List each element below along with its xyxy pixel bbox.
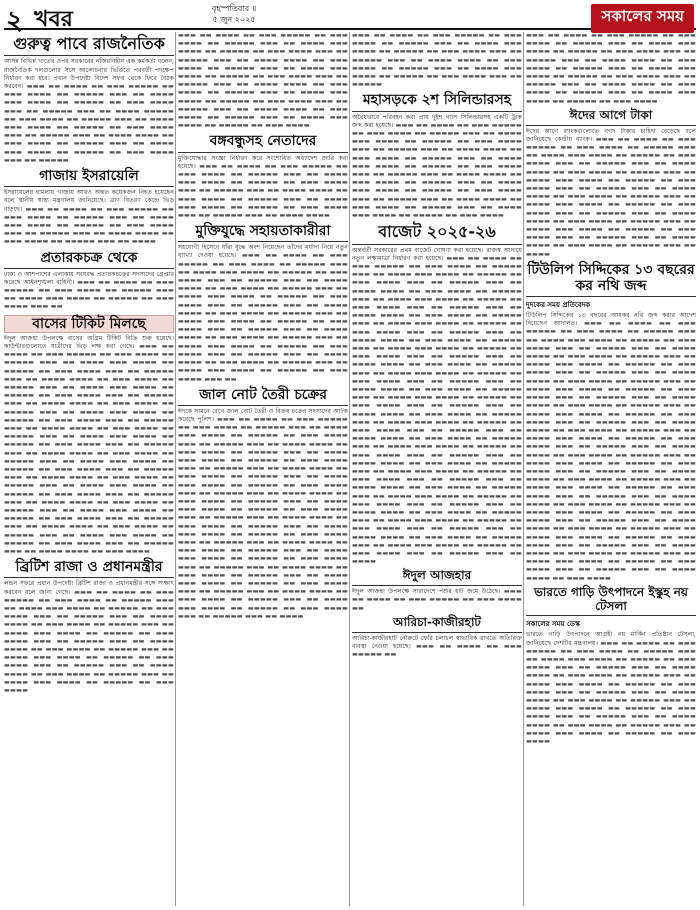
masthead [4, 2, 696, 36]
headline-gaza: গাজায় ইসরায়েলি [4, 168, 174, 187]
date-block [194, 3, 274, 25]
body-text-filler: ▬▬▬ ▬▬ ▬▬▬▬ ▬▬ ▬▬▬ ▬▬▬▬▬ ▬▬ ▬▬▬ ▬▬▬▬ ▬▬ ▬▬▬▬▬ ▬▬▬ ▬▬ ▬▬▬▬ ▬▬▬ ▬▬▬▬ ▬▬ ▬▬▬▬▬ ▬▬ ▬▬▬ ▬▬▬▬ ▬▬▬ ▬▬ ▬▬▬▬▬ ▬▬▬ ▬▬ ▬▬▬▬ ▬▬▬▬ ▬▬ ▬▬▬ ▬▬▬▬ ▬▬ ▬▬▬▬▬ ▬▬▬ ▬▬ ▬▬▬▬ ▬▬▬ ▬▬▬▬ ▬▬ ▬▬▬▬▬ ▬▬ ▬▬▬ ▬▬▬▬ ▬▬▬ ▬▬ ▬▬▬▬▬ ▬▬▬ ▬▬ ▬▬▬▬ ▬▬▬▬ [178, 162, 348, 219]
page-number: ২ [6, 6, 23, 36]
body-text-filler: ▬▬▬ ▬▬ ▬▬▬▬ ▬▬ ▬▬▬ ▬▬▬▬▬ ▬▬ ▬▬▬ ▬▬▬▬ ▬▬ ▬▬▬▬▬ ▬▬▬ ▬▬ ▬▬▬▬ ▬▬▬ ▬▬▬▬ ▬▬ ▬▬▬▬▬ ▬▬ ▬▬▬ ▬▬▬▬ ▬▬▬ ▬▬ ▬▬▬▬▬ ▬▬▬ ▬▬ ▬▬▬▬ ▬▬▬▬ ▬▬ ▬▬▬ ▬▬▬▬ ▬▬ ▬▬▬▬▬ ▬▬▬ ▬▬ ▬▬▬▬ ▬▬▬ ▬▬▬▬ ▬▬ ▬▬▬▬▬ ▬▬ ▬▬▬ ▬▬▬▬ ▬▬▬ ▬▬ ▬▬▬▬▬ ▬▬▬ ▬▬ ▬▬▬▬ ▬▬▬▬ ▬▬ ▬▬▬ ▬▬▬▬ ▬▬ ▬▬▬▬▬ ▬▬▬ ▬▬ ▬▬▬▬ ▬▬▬ ▬▬▬▬ ▬▬ ▬▬▬▬▬ ▬▬ ▬▬▬ ▬▬▬▬ ▬▬▬ ▬▬ ▬▬▬▬▬ ▬▬▬ ▬▬ ▬▬▬▬ ▬▬▬▬ ▬▬ ▬▬▬ ▬▬▬▬ ▬▬ ▬▬▬▬▬ ▬▬▬ ▬▬ ▬▬▬▬ ▬▬▬ ▬▬▬▬ ▬▬ ▬▬▬▬▬ ▬▬ ▬▬▬ ▬▬▬▬ [352, 121, 522, 219]
article-body-budget [352, 247, 522, 567]
headline-cylinders: মহাসড়কে ২শ সিলিন্ডারসহ [352, 92, 522, 111]
body-text-filler: ▬▬▬ ▬▬ ▬▬▬▬ ▬▬ ▬▬▬ ▬▬▬▬▬ ▬▬ ▬▬▬ ▬▬▬▬ ▬▬ ▬▬▬▬▬ ▬▬▬ ▬▬ ▬▬▬▬ ▬▬▬ ▬▬▬▬ ▬▬ ▬▬▬▬▬ ▬▬ ▬▬▬ ▬▬▬▬ ▬▬▬ ▬▬ ▬▬▬▬▬ ▬▬▬ ▬▬ ▬▬▬▬ ▬▬▬▬ ▬▬ ▬▬▬ ▬▬▬▬ ▬▬ ▬▬▬▬▬ ▬▬▬ ▬▬ ▬▬▬▬ ▬▬▬ ▬▬▬▬ ▬▬ ▬▬▬▬▬ ▬▬ ▬▬▬ ▬▬▬▬ ▬▬▬ ▬▬ ▬▬▬▬▬ ▬▬▬ ▬▬ ▬▬▬▬ ▬▬▬▬ ▬▬ ▬▬▬ ▬▬▬▬ ▬▬ ▬▬▬▬▬ ▬▬▬ ▬▬ ▬▬▬▬ ▬▬▬ ▬▬▬▬ ▬▬ ▬▬▬▬▬ ▬▬ ▬▬▬ ▬▬▬▬ ▬▬▬ ▬▬ ▬▬▬▬▬ ▬▬▬ ▬▬ ▬▬▬▬ ▬▬▬▬ ▬▬ ▬▬▬ ▬▬▬▬ ▬▬ ▬▬▬▬▬ ▬▬▬ ▬▬ ▬▬▬▬ ▬▬▬ ▬▬▬▬ ▬▬ ▬▬▬▬▬ ▬▬ ▬▬▬ ▬▬▬▬ [526, 639, 696, 745]
headline-liberation-war: মুক্তিযুদ্ধে সহায়তাকারীরা [178, 223, 348, 242]
body-text-filler: ▬▬▬ ▬▬ ▬▬▬▬ ▬▬ ▬▬▬ ▬▬▬▬▬ ▬▬ ▬▬▬ ▬▬▬▬ ▬▬ ▬▬▬▬▬ ▬▬▬ ▬▬ ▬▬▬▬ ▬▬▬ ▬▬▬▬ ▬▬ ▬▬▬▬▬ ▬▬ ▬▬▬ ▬▬▬▬ ▬▬▬ ▬▬ ▬▬▬▬▬ ▬▬▬ ▬▬ ▬▬▬▬ ▬▬▬▬ ▬▬ ▬▬▬ ▬▬▬▬ ▬▬ ▬▬▬▬▬ ▬▬▬ ▬▬ ▬▬▬▬ ▬▬▬ ▬▬▬▬ ▬▬ ▬▬▬▬▬ ▬▬ ▬▬▬ ▬▬▬▬ ▬▬▬ ▬▬ ▬▬▬▬▬ ▬▬▬ ▬▬ ▬▬▬▬ ▬▬▬▬ ▬▬ ▬▬▬ ▬▬▬▬ ▬▬ ▬▬▬▬▬ ▬▬▬ ▬▬ ▬▬▬▬ ▬▬▬ ▬▬▬▬ ▬▬ ▬▬▬▬▬ ▬▬ ▬▬▬ ▬▬▬▬ ▬▬▬ ▬▬ ▬▬▬▬▬ ▬▬▬ ▬▬ ▬▬▬▬ ▬▬▬▬ ▬▬ ▬▬▬ ▬▬▬▬ ▬▬ ▬▬▬▬▬ ▬▬▬ ▬▬ ▬▬▬▬ ▬▬▬ ▬▬▬▬ ▬▬ ▬▬▬▬▬ ▬▬ ▬▬▬ ▬▬▬▬ [4, 588, 174, 694]
headline-bangabandhu: বঙ্গবন্ধুসহ নেতাদের [178, 133, 348, 152]
body-text-filler: ▬▬▬ ▬▬ ▬▬▬▬ ▬▬ ▬▬▬ ▬▬▬▬▬ ▬▬ ▬▬▬ ▬▬▬▬ ▬▬ ▬▬▬▬▬ ▬▬▬ ▬▬ ▬▬▬▬ ▬▬▬ ▬▬▬▬ ▬▬ ▬▬▬▬▬ ▬▬ ▬▬▬ ▬▬▬▬ ▬▬▬ ▬▬ ▬▬▬▬▬ ▬▬▬ ▬▬ ▬▬▬▬ ▬▬▬▬ ▬▬ ▬▬▬ ▬▬▬▬ ▬▬ ▬▬▬▬▬ ▬▬▬ ▬▬ ▬▬▬▬ ▬▬▬ ▬▬▬▬ ▬▬ ▬▬▬▬▬ ▬▬ ▬▬▬ ▬▬▬▬ ▬▬▬ ▬▬ ▬▬▬▬▬ ▬▬▬ ▬▬ ▬▬▬▬ ▬▬▬▬ ▬▬ ▬▬▬ ▬▬▬▬ ▬▬ ▬▬▬▬▬ ▬▬▬ ▬▬ ▬▬▬▬ ▬▬▬ ▬▬▬▬ ▬▬ ▬▬▬▬▬ ▬▬ ▬▬▬ ▬▬▬▬ [526, 32, 696, 105]
article-lead-tulip: টিউলিপ সিদ্দিকের ১৩ বছরের আয়কর নথি জব্দ করার আদেশ দিয়েছেন আদালত। [526, 312, 696, 328]
headline-bus-tickets: বাসের টিকিট মিলছে [4, 315, 174, 333]
byline-tulip: দুদকের সময় প্রতিবেদক [526, 300, 591, 310]
article-body-bangabandhu [178, 155, 348, 221]
headline-tulip: টিউলিপ সিদ্দিকের ১৩ বছরের কর নথি জব্দ [526, 262, 696, 297]
body-text-filler: ▬▬▬ ▬▬ ▬▬▬▬ ▬▬ ▬▬▬ ▬▬▬▬▬ ▬▬ [352, 642, 522, 659]
article-body-cylinders [352, 114, 522, 221]
article-lead-british-king: লন্ডন সফরে প্রধান উপদেষ্টা ব্রিটিশ রাজা ও প্রধানমন্ত্রীর সঙ্গে সাক্ষাৎ করবেন বলে জানা গেছে। [4, 580, 174, 596]
column-3 [352, 32, 522, 906]
body-text-filler: ▬▬▬ ▬▬ ▬▬▬▬ ▬▬ ▬▬▬ ▬▬▬▬▬ ▬▬ ▬▬▬ ▬▬▬▬ ▬▬ [352, 588, 522, 612]
article-body-aricha [352, 635, 522, 660]
article-lead-cylinders: অবৈধভাবে পরিবহন করা প্রায় দুইশ গ্যাস সিলিন্ডারসহ একটি ট্রাক জব্দ করা হয়েছে। [352, 113, 522, 129]
body-text-filler: ▬▬▬ ▬▬ ▬▬▬▬ ▬▬ ▬▬▬ ▬▬▬▬▬ ▬▬ ▬▬▬ ▬▬▬▬ ▬▬ ▬▬▬▬▬ ▬▬▬ ▬▬ ▬▬▬▬ ▬▬▬ ▬▬▬▬ ▬▬ ▬▬▬▬▬ ▬▬ ▬▬▬ ▬▬▬▬ ▬▬▬ ▬▬ ▬▬▬▬▬ ▬▬▬ ▬▬ ▬▬▬▬ ▬▬▬▬▬ ▬▬ ▬▬▬ ▬▬▬▬ ▬▬ ▬▬▬▬▬ ▬▬▬ ▬▬ ▬▬▬▬ ▬▬▬ ▬▬▬▬ ▬▬ ▬▬▬▬▬ ▬▬ ▬▬▬ ▬▬▬▬ ▬▬▬ ▬▬ ▬▬▬▬▬ ▬▬▬ ▬▬ ▬▬▬▬ ▬▬▬▬ ▬▬ ▬▬▬ ▬▬▬▬ ▬▬ ▬▬▬▬▬ ▬▬▬ ▬▬ ▬▬▬▬ ▬▬▬ ▬▬▬▬ ▬▬ ▬▬▬▬▬ ▬▬ ▬▬▬ ▬▬▬▬ ▬▬▬ ▬▬ ▬▬▬▬▬ [4, 83, 174, 164]
article-body-tulip [526, 312, 696, 583]
article-body-cash [526, 128, 696, 259]
article-lead-eid: ঈদুল আজহা উপলক্ষে সারাদেশে পশুর হাট জমে উঠেছে। [352, 588, 501, 596]
column-rule [523, 32, 524, 906]
body-text-filler: ▬▬▬ ▬▬ ▬▬▬▬ ▬▬ ▬▬▬ ▬▬▬▬▬ ▬▬ ▬▬▬ ▬▬▬▬ ▬▬ ▬▬▬▬▬ ▬▬▬ ▬▬ ▬▬▬▬ ▬▬▬ ▬▬▬▬ ▬▬ ▬▬▬▬▬ ▬▬ ▬▬▬ ▬▬▬▬ ▬▬▬ ▬▬ ▬▬▬▬▬ ▬▬▬ ▬▬ ▬▬▬▬ ▬▬▬▬ ▬▬ ▬▬▬ ▬▬▬▬ ▬▬ ▬▬▬▬▬ ▬▬▬ ▬▬ ▬▬▬▬ ▬▬▬ ▬▬▬▬ ▬▬ ▬▬▬▬▬ ▬▬ ▬▬▬ ▬▬▬▬ ▬▬▬ ▬▬ ▬▬▬▬▬ ▬▬▬ ▬▬ ▬▬▬▬ ▬▬▬▬ ▬▬ ▬▬▬ ▬▬▬▬ ▬▬ ▬▬▬▬▬ ▬▬▬ ▬▬ ▬▬▬▬ ▬▬▬ ▬▬▬▬ ▬▬ ▬▬▬▬▬ ▬▬ ▬▬▬ ▬▬▬▬ ▬▬▬ ▬▬ ▬▬▬▬▬ ▬▬▬ ▬▬ ▬▬▬▬ ▬▬▬▬ ▬▬ ▬▬▬ ▬▬▬▬ ▬▬ ▬▬▬▬▬ ▬▬▬ ▬▬ ▬▬▬▬ ▬▬▬ ▬▬▬▬ ▬▬ ▬▬▬▬▬ ▬▬ ▬▬▬ ▬▬▬▬ ▬▬▬ ▬▬ ▬▬▬▬▬ ▬▬▬ ▬▬ ▬▬▬▬ ▬▬▬▬ ▬▬ ▬▬▬ ▬▬▬▬ ▬▬ ▬▬▬▬▬ ▬▬▬ ▬▬ ▬▬▬▬ ▬▬▬ ▬▬▬▬ ▬▬ ▬▬▬▬▬ ▬▬ ▬▬▬ ▬▬▬▬ ▬▬▬ ▬▬ ▬▬▬▬▬ ▬▬▬ ▬▬ ▬▬▬▬ ▬▬▬▬ ▬▬ ▬▬▬ ▬▬▬▬ ▬▬ ▬▬▬▬▬ ▬▬▬ ▬▬ ▬▬▬▬ ▬▬▬ ▬▬▬▬ ▬▬ ▬▬▬▬▬ ▬▬ ▬▬▬ ▬▬▬▬ ▬▬▬ ▬▬ ▬▬▬▬▬ ▬▬▬ ▬▬ ▬▬▬▬ ▬▬▬▬ ▬▬ ▬▬▬ ▬▬▬▬ ▬▬ ▬▬▬▬▬ ▬▬▬ ▬▬ ▬▬▬▬ ▬▬▬ ▬▬▬▬ ▬▬ ▬▬▬▬▬ ▬▬ ▬▬▬ ▬▬▬▬ ▬▬▬ ▬▬ ▬▬▬▬▬ ▬▬▬ ▬▬ ▬▬▬▬ ▬▬▬▬ ▬▬ ▬▬▬ ▬▬▬▬ ▬▬ ▬▬▬▬▬ ▬▬▬ ▬▬ ▬▬▬▬ ▬▬▬ ▬▬▬▬ ▬▬ ▬▬▬▬▬ ▬▬ ▬▬▬ ▬▬▬▬ ▬▬▬ ▬▬ ▬▬▬▬▬ ▬▬▬ ▬▬ ▬▬▬▬ [178, 416, 348, 620]
newspaper-logo: সকালের সময় [591, 4, 694, 33]
column-1 [4, 32, 174, 906]
article-lead-counterfeit: ঈদকে সামনে রেখে জাল নোট তৈরী ও বিক্রয় চক্রের সদস্যদের আটক করেছে পুলিশ। [178, 407, 348, 423]
column-2 [178, 32, 348, 906]
headline-tesla: ভারতে গাড়ি উৎপাদনে ইস্কুহ নয় টেসলা [526, 586, 696, 617]
body-text-filler: ▬▬▬ ▬▬ ▬▬▬▬ ▬▬ ▬▬▬ ▬▬▬▬▬ ▬▬ ▬▬▬ ▬▬▬▬ ▬▬ ▬▬▬▬▬ ▬▬▬ ▬▬ ▬▬▬▬ ▬▬▬ ▬▬▬▬ ▬▬ ▬▬▬▬▬ ▬▬ ▬▬▬ ▬▬▬▬ ▬▬▬ ▬▬ ▬▬▬▬▬ ▬▬▬ ▬▬ ▬▬▬▬ ▬▬▬▬ ▬▬ ▬▬▬ ▬▬▬▬ ▬▬ ▬▬▬▬▬ ▬▬▬ ▬▬ ▬▬▬▬ [4, 205, 174, 246]
article-body-british-king [4, 580, 174, 695]
article-continuation [178, 32, 348, 130]
headline-counterfeit: জাল নোট তৈরী চক্রের [178, 387, 348, 406]
article-lead-politics: আসন্ন বিভিন্ন খাতের ওপর সরকারের নজিরবিহীন এক কর্মকর্তা বলেন, রাজনৈতিক দলগুলোর সঙ্গে আলোচনার ভিত্তিতে পরবর্তী পদক্ষেপ নির্ধারণ করা হবে। প্রধান উপদেষ্টা বিদেশ সফর থেকে ফিরে বৈঠক করবেন। [4, 58, 174, 90]
article-body-bus-tickets [4, 335, 174, 556]
headline-eid: ঈদুল আজহার [352, 569, 522, 586]
body-text-filler: ▬▬▬ ▬▬ ▬▬▬▬ ▬▬ ▬▬▬ ▬▬▬▬▬ ▬▬ ▬▬▬ ▬▬▬▬ ▬▬ ▬▬▬▬▬ ▬▬▬ ▬▬ ▬▬▬▬ ▬▬▬ ▬▬▬▬ ▬▬ ▬▬▬▬▬ ▬▬ ▬▬▬ ▬▬▬▬ ▬▬▬ ▬▬ ▬▬▬▬▬ ▬▬▬ ▬▬ ▬▬▬▬ ▬▬▬▬ ▬▬ ▬▬▬ ▬▬▬▬ ▬▬ ▬▬▬▬▬ ▬▬▬ ▬▬ ▬▬▬▬ ▬▬▬ ▬▬▬▬ ▬▬ ▬▬▬▬▬ ▬▬ ▬▬▬ ▬▬▬▬ ▬▬▬ ▬▬ ▬▬▬▬▬ ▬▬▬ ▬▬ ▬▬▬▬ ▬▬▬▬ ▬▬ ▬▬▬ ▬▬▬▬ ▬▬ ▬▬▬▬▬ ▬▬▬ ▬▬ ▬▬▬▬ ▬▬▬ ▬▬▬▬ ▬▬ ▬▬▬▬▬ ▬▬ ▬▬▬ ▬▬▬▬ ▬▬▬ ▬▬ ▬▬▬▬▬ ▬▬▬ ▬▬ ▬▬▬▬ ▬▬▬▬ ▬▬ ▬▬▬ ▬▬▬▬ ▬▬ ▬▬▬▬▬ ▬▬▬ ▬▬ ▬▬▬▬ ▬▬▬ ▬▬▬▬ ▬▬ ▬▬▬▬▬ ▬▬ ▬▬▬ ▬▬▬▬ ▬▬▬ ▬▬ ▬▬▬▬▬ ▬▬▬ ▬▬ ▬▬▬▬ ▬▬▬▬ ▬▬ ▬▬▬ ▬▬▬▬ ▬▬ ▬▬▬▬▬ ▬▬▬ ▬▬ ▬▬▬▬ ▬▬▬ ▬▬▬▬ ▬▬ ▬▬▬▬▬ ▬▬ ▬▬▬ ▬▬▬▬ ▬▬▬ ▬▬ [178, 252, 348, 383]
article-body-politics [4, 58, 174, 165]
article-lead-bangabandhu: মুক্তিযোদ্ধার সংজ্ঞা নির্ধারণ করে সংশোধিত অধ্যাদেশ জারি করা হয়েছে। [178, 154, 348, 170]
article-body-tesla [526, 631, 696, 746]
article-body-gaza [4, 189, 174, 246]
headline-aricha: আরিচা-কাজীরহাট [352, 616, 522, 633]
article-body-counterfeit [178, 408, 348, 621]
body-text-filler: ▬▬▬ ▬▬ ▬▬▬▬ ▬▬ ▬▬▬ ▬▬▬▬▬ ▬▬ ▬▬▬ ▬▬▬▬ ▬▬ ▬▬▬▬▬ ▬▬▬ ▬▬ ▬▬▬▬ ▬▬▬ ▬▬▬▬ ▬▬ ▬▬▬▬▬ ▬▬ ▬▬▬ ▬▬▬▬ ▬▬▬ ▬▬ ▬▬▬▬▬ ▬▬▬ ▬▬ ▬▬▬▬ ▬▬▬▬ ▬▬ ▬▬▬ ▬▬▬▬ ▬▬ ▬▬▬▬▬ ▬▬▬ ▬▬ ▬▬▬▬ ▬▬▬ ▬▬▬▬ ▬▬ ▬▬▬▬▬ ▬▬ ▬▬▬ ▬▬▬▬ ▬▬▬ ▬▬ ▬▬▬▬▬ ▬▬▬ ▬▬ ▬▬▬▬ ▬▬▬▬ ▬▬ ▬▬▬ ▬▬▬▬ ▬▬ ▬▬▬▬▬ ▬▬▬ ▬▬ ▬▬▬▬ ▬▬▬ ▬▬▬▬ ▬▬ ▬▬▬▬▬ ▬▬ ▬▬▬ ▬▬▬▬ ▬▬▬ ▬▬ ▬▬▬▬▬ ▬▬▬ ▬▬ ▬▬▬▬ ▬▬▬▬ ▬▬ ▬▬▬ ▬▬▬▬ ▬▬ ▬▬▬▬▬ ▬▬▬ ▬▬ ▬▬▬▬ ▬▬▬ ▬▬▬▬ ▬▬ ▬▬▬▬▬ ▬▬ ▬▬▬ ▬▬▬▬ ▬▬▬ ▬▬ ▬▬▬▬▬ ▬▬▬ ▬▬ ▬▬▬▬ ▬▬▬▬ ▬▬ ▬▬▬ ▬▬▬▬ ▬▬ ▬▬▬▬▬ ▬▬▬ ▬▬ ▬▬▬▬ ▬▬▬ ▬▬▬▬ ▬▬ ▬▬▬▬▬ ▬▬ ▬▬▬ ▬▬▬▬ ▬▬▬ ▬▬ ▬▬▬▬▬ ▬▬▬ ▬▬ ▬▬▬▬ ▬▬▬▬ ▬▬ ▬▬▬ ▬▬▬▬ ▬▬ ▬▬▬▬▬ ▬▬▬ ▬▬ ▬▬▬▬ ▬▬▬ ▬▬▬▬ ▬▬ ▬▬▬▬▬ ▬▬ ▬▬▬ ▬▬▬▬ ▬▬▬ ▬▬ ▬▬▬▬▬ ▬▬▬ ▬▬ ▬▬▬▬ ▬▬▬▬ ▬▬ ▬▬▬ ▬▬▬▬ ▬▬ ▬▬▬▬▬ ▬▬▬ ▬▬ ▬▬▬▬ ▬▬▬ ▬▬▬▬ ▬▬ ▬▬▬▬▬ ▬▬ ▬▬▬ ▬▬▬▬ ▬▬▬ ▬▬ ▬▬▬▬▬ ▬▬▬ ▬▬ ▬▬▬▬ ▬▬▬▬ ▬▬ ▬▬▬ ▬▬▬▬ ▬▬ ▬▬▬▬▬ ▬▬▬ ▬▬ ▬▬▬▬ ▬▬▬ ▬▬▬▬ ▬▬ ▬▬▬▬▬ ▬▬ ▬▬▬ ▬▬▬▬ ▬▬▬ ▬▬ ▬▬▬▬▬ ▬▬▬ ▬▬ ▬▬▬▬ ▬▬▬▬ ▬▬ ▬▬▬ ▬▬▬▬ ▬▬ ▬▬▬▬▬ ▬▬▬ ▬▬ ▬▬▬▬ ▬▬▬ ▬▬▬▬ ▬▬ ▬▬▬▬▬ ▬▬ ▬▬▬ ▬▬▬▬ ▬▬▬ ▬▬ ▬▬▬▬▬ ▬▬▬ ▬▬ ▬▬▬▬ ▬▬▬▬ ▬▬ ▬▬▬ ▬▬▬▬ ▬▬ ▬▬▬▬▬ ▬▬▬ ▬▬ ▬▬▬▬ ▬▬▬ ▬▬▬▬ ▬▬ ▬▬▬▬▬ ▬▬ ▬▬▬ ▬▬▬▬ ▬▬▬ ▬▬ ▬▬▬▬▬ ▬▬▬ ▬▬ ▬▬▬▬ ▬▬▬▬ ▬▬ ▬▬▬ ▬▬▬▬ ▬▬ ▬▬▬▬▬ ▬▬▬ ▬▬ ▬▬▬▬ ▬▬▬ ▬▬▬▬ ▬▬ ▬▬▬▬▬ ▬▬ ▬▬▬ ▬▬▬▬ ▬▬▬ ▬▬ ▬▬▬▬▬ ▬▬▬ ▬▬ ▬▬▬▬ ▬▬▬▬ ▬▬ ▬▬▬ ▬▬▬▬ ▬▬ ▬▬▬▬▬ ▬▬▬ ▬▬ ▬▬▬▬ ▬▬▬ ▬▬▬▬ ▬▬ ▬▬▬▬▬ ▬▬ ▬▬▬ ▬▬▬▬ ▬▬▬ ▬▬ ▬▬▬▬▬ ▬▬▬ ▬▬ ▬▬▬▬ [352, 254, 522, 566]
headline-cash: ঈদের আগে টাকা [526, 109, 696, 126]
article-continuation [352, 32, 522, 89]
article-lead-tesla: ভারতে গাড়ি উৎপাদনে আগ্রহী নয় মার্কিন প্রতিষ্ঠান টেসলা, জানিয়েছে দেশটির মন্ত্রণালয়। [526, 631, 696, 647]
headline-politics: গুরুত্ব পাবে রাজনৈতিক [4, 35, 174, 56]
article-lead-gaza: ইসরায়েলের হামলায় গাজায় আরও অন্তত কয়েকজন নিহত হয়েছেন বলে স্থানীয় স্বাস্থ্য মন্ত্রণালয় জানিয়েছে। ত্রাণ বিতরণ কেন্দ্রে ভিড় বাড়ছে। [4, 189, 174, 213]
body-text-filler: ▬▬▬ ▬▬ ▬▬▬▬ ▬▬ ▬▬▬ ▬▬▬▬▬ ▬▬ ▬▬▬ ▬▬▬▬ ▬▬ ▬▬▬▬▬ ▬▬▬ ▬▬ ▬▬▬▬ ▬▬▬ ▬▬▬▬ ▬▬ ▬▬▬▬▬ ▬▬ ▬▬▬ ▬▬▬▬ ▬▬▬ ▬▬ ▬▬▬▬▬ ▬▬▬ ▬▬ ▬▬▬▬ ▬▬▬▬ ▬▬ ▬▬▬ ▬▬▬▬ ▬▬ ▬▬▬▬▬ ▬▬▬ ▬▬ ▬▬▬▬ ▬▬▬ ▬▬▬▬ ▬▬ ▬▬▬▬▬ ▬▬ ▬▬▬ ▬▬▬▬ ▬▬▬ ▬▬ ▬▬▬▬▬ [352, 32, 522, 89]
headline-fraud-ring: প্রতারকচক্র থেকে [4, 250, 174, 269]
article-continuation [526, 32, 696, 106]
column-4 [526, 32, 696, 906]
article-body-eid [352, 588, 522, 613]
body-text-filler: ▬▬▬ ▬▬ ▬▬▬▬ ▬▬ ▬▬▬ ▬▬▬▬▬ ▬▬ ▬▬▬ ▬▬▬▬ ▬▬ ▬▬▬▬▬ ▬▬▬ ▬▬ ▬▬▬▬ ▬▬▬ ▬▬▬▬ ▬▬ ▬▬▬▬▬ ▬▬ ▬▬▬ ▬▬▬▬ ▬▬▬ ▬▬ ▬▬▬▬▬ ▬▬▬ ▬▬ ▬▬▬▬ ▬▬▬▬ ▬▬ ▬▬▬ ▬▬▬▬ ▬▬ ▬▬▬▬▬ ▬▬▬ ▬▬ ▬▬▬▬ ▬▬▬ ▬▬▬▬ ▬▬ ▬▬▬▬▬ ▬▬ ▬▬▬ ▬▬▬▬ ▬▬▬ ▬▬ ▬▬▬▬▬ ▬▬▬ ▬▬ ▬▬▬▬ ▬▬▬▬ ▬▬ ▬▬▬ ▬▬▬▬ ▬▬ ▬▬▬▬▬ ▬▬▬ ▬▬ ▬▬▬▬ ▬▬▬ ▬▬▬▬ ▬▬ ▬▬▬▬▬ ▬▬ ▬▬▬ ▬▬▬▬ ▬▬▬ ▬▬ ▬▬▬▬▬ ▬▬▬ ▬▬ ▬▬▬▬ ▬▬▬▬ ▬▬ ▬▬▬ ▬▬▬▬ ▬▬ ▬▬▬▬▬ ▬▬▬ ▬▬ ▬▬▬▬ ▬▬▬ ▬▬▬▬ ▬▬ ▬▬▬▬▬ ▬▬ ▬▬▬ ▬▬▬▬ ▬▬▬ ▬▬ ▬▬▬▬▬ ▬▬▬ ▬▬ ▬▬▬▬ ▬▬▬▬ ▬▬ ▬▬▬ ▬▬▬▬ ▬▬ ▬▬▬▬▬ ▬▬▬ ▬▬ ▬▬▬▬ ▬▬▬ ▬▬▬▬ ▬▬ ▬▬▬▬▬ ▬▬ ▬▬▬ ▬▬▬▬ ▬▬▬ ▬▬ ▬▬▬▬▬ ▬▬▬ ▬▬ ▬▬▬▬ ▬▬▬▬ ▬▬ ▬▬▬ ▬▬▬▬ ▬▬ ▬▬▬▬▬ ▬▬▬ ▬▬ ▬▬▬▬ ▬▬▬ ▬▬▬▬ ▬▬ ▬▬▬▬▬ ▬▬ ▬▬▬ ▬▬▬▬ ▬▬▬ ▬▬ ▬▬▬▬▬ ▬▬▬ ▬▬ ▬▬▬▬ ▬▬▬▬ ▬▬ ▬▬▬ ▬▬▬▬ ▬▬ ▬▬▬▬▬ ▬▬▬ ▬▬ ▬▬▬▬ ▬▬▬ ▬▬▬▬ ▬▬ ▬▬▬▬▬ ▬▬ ▬▬▬ ▬▬▬▬ ▬▬▬ ▬▬ ▬▬▬▬▬ ▬▬▬ ▬▬ ▬▬▬▬ ▬▬▬▬ ▬▬ ▬▬▬ ▬▬▬▬ ▬▬ ▬▬▬▬▬ ▬▬▬ ▬▬ ▬▬▬▬ ▬▬▬ ▬▬▬▬ ▬▬ ▬▬▬▬▬ ▬▬ ▬▬▬ ▬▬▬▬ ▬▬▬ ▬▬ ▬▬▬▬▬ ▬▬▬ ▬▬ ▬▬▬▬ ▬▬▬▬ ▬▬ ▬▬▬ ▬▬▬▬ [4, 342, 174, 556]
body-text-filler: ▬▬▬ ▬▬ ▬▬▬▬ ▬▬ ▬▬▬ ▬▬▬▬▬ ▬▬ ▬▬▬ ▬▬▬▬ ▬▬ ▬▬▬▬▬ ▬▬▬ ▬▬ ▬▬▬▬ ▬▬▬ ▬▬▬▬ ▬▬ ▬▬▬▬▬ ▬▬ ▬▬▬ ▬▬▬▬ ▬▬▬ ▬▬ ▬▬▬▬▬ ▬▬▬ ▬▬ ▬▬▬▬ ▬▬▬▬ ▬▬ ▬▬▬ ▬▬▬▬ ▬▬ ▬▬▬▬▬ ▬▬▬ ▬▬ ▬▬▬▬ ▬▬▬ ▬▬▬▬ ▬▬ ▬▬▬▬▬ ▬▬ ▬▬▬ ▬▬▬▬ ▬▬▬ ▬▬ ▬▬▬▬▬ ▬▬▬ ▬▬ ▬▬▬▬ ▬▬▬▬ ▬▬ ▬▬▬ ▬▬▬▬ ▬▬ ▬▬▬▬▬ ▬▬▬ ▬▬ ▬▬▬▬ ▬▬▬ ▬▬▬▬ ▬▬ ▬▬▬▬▬ ▬▬ ▬▬▬ ▬▬▬▬ ▬▬▬ ▬▬ ▬▬▬▬▬ ▬▬▬ ▬▬ ▬▬▬▬ ▬▬▬▬ ▬▬ ▬▬▬ ▬▬▬▬ ▬▬ ▬▬▬▬▬ ▬▬▬ ▬▬ ▬▬▬▬ ▬▬▬ ▬▬▬▬ ▬▬ ▬▬▬▬▬ ▬▬ ▬▬▬ ▬▬▬▬ ▬▬▬ ▬▬ ▬▬▬▬▬ ▬▬▬ ▬▬ ▬▬▬▬ ▬▬▬▬ ▬▬ ▬▬▬ ▬▬▬▬ ▬▬ ▬▬▬▬▬ ▬▬▬ ▬▬ ▬▬▬▬ ▬▬▬ ▬▬▬▬ ▬▬ ▬▬▬▬▬ ▬▬ ▬▬▬ ▬▬▬▬ ▬▬▬ ▬▬ ▬▬▬▬▬ ▬▬▬ ▬▬ ▬▬▬▬ ▬▬▬▬ ▬▬ ▬▬▬ ▬▬▬▬ ▬▬ ▬▬▬▬▬ ▬▬▬ ▬▬ ▬▬▬▬ ▬▬▬ ▬▬▬▬ ▬▬ ▬▬▬▬▬ ▬▬ ▬▬▬ ▬▬▬▬ ▬▬▬ ▬▬ ▬▬▬▬▬ ▬▬▬ ▬▬ ▬▬▬▬ ▬▬▬▬ ▬▬ ▬▬▬ ▬▬▬▬ ▬▬ ▬▬▬▬▬ ▬▬▬ ▬▬ ▬▬▬▬ ▬▬▬ ▬▬▬▬ ▬▬ ▬▬▬▬▬ ▬▬ ▬▬▬ ▬▬▬▬ ▬▬▬ ▬▬ ▬▬▬▬▬ ▬▬▬ ▬▬ ▬▬▬▬ ▬▬▬▬ ▬▬ ▬▬▬ ▬▬▬▬ ▬▬ ▬▬▬▬▬ ▬▬▬ ▬▬ ▬▬▬▬ ▬▬▬ ▬▬▬▬ ▬▬ ▬▬▬▬▬ ▬▬ ▬▬▬ ▬▬▬▬ ▬▬▬ ▬▬ ▬▬▬▬▬ ▬▬▬ ▬▬ ▬▬▬▬ ▬▬▬▬ ▬▬ ▬▬▬ ▬▬▬▬ ▬▬ ▬▬▬▬▬ ▬▬▬ ▬▬ ▬▬▬▬ ▬▬▬ ▬▬▬▬ ▬▬ ▬▬▬▬▬ ▬▬ ▬▬▬ ▬▬▬▬ ▬▬▬ ▬▬ ▬▬▬▬▬ ▬▬▬ ▬▬ ▬▬▬▬ ▬▬▬▬ ▬▬ ▬▬▬ ▬▬▬▬ ▬▬ ▬▬▬▬▬ ▬▬▬ ▬▬ ▬▬▬▬ ▬▬▬ ▬▬▬▬ ▬▬ ▬▬▬▬▬ ▬▬ ▬▬▬ ▬▬▬▬ ▬▬▬ ▬▬ ▬▬▬▬▬ ▬▬▬ ▬▬ ▬▬▬▬ ▬▬▬▬ ▬▬ ▬▬▬ ▬▬▬▬ [526, 320, 696, 582]
article-lead-cash: ঈদের আগে ব্যাংকগুলোতে নগদ টাকার চাহিদা বেড়েছে বলে জানিয়েছে কেন্দ্রীয় ব্যাংক। [526, 127, 696, 143]
day-label: বৃহস্পতিবার ॥ [211, 4, 257, 13]
article-body-fraud-ring [4, 271, 174, 312]
article-lead-liberation-war: সহযোগী হিসেবে যাঁরা যুদ্ধে অংশ নিয়েছেন তাঁদের মর্যাদা নিয়ে নতুন ব্যাখ্যা দেওয়া হয়েছে। [178, 244, 348, 260]
column-rule [175, 32, 176, 906]
article-lead-fraud-ring: ঢাকা ও আশপাশের এলাকায় সংঘবদ্ধ প্রতারকচক্রের সদস্যদের গ্রেপ্তার করেছে আইনশৃঙ্খলা বাহিনী। [4, 270, 174, 286]
headline-budget: বাজেট ২০২৫-২৬ [352, 223, 522, 244]
date-label: ৫ জুন ২০২৫ [212, 15, 256, 24]
article-body-liberation-war [178, 244, 348, 383]
byline-tesla: সকালের সময় ডেস্ক [526, 619, 580, 629]
article-lead-budget: অন্তর্বর্তী সরকারের প্রথম বাজেট ঘোষণা করা হয়েছে। রাজস্ব আদায়ে নতুন লক্ষ্যমাত্রা নির্ধারণ করা হয়েছে। [352, 246, 522, 262]
body-text-filler: ▬▬▬ ▬▬ ▬▬▬▬ ▬▬ ▬▬▬ ▬▬▬▬▬ ▬▬ ▬▬▬ ▬▬▬▬ ▬▬ ▬▬▬▬▬ ▬▬▬ ▬▬ ▬▬▬▬ ▬▬▬ ▬▬▬▬ ▬▬ ▬▬▬▬▬ ▬▬ ▬▬▬ ▬▬▬▬ ▬▬▬ ▬▬ [4, 278, 174, 311]
article-lead-bus-tickets: ঈদুল আজহা উপলক্ষে বাসের অগ্রিম টিকিট বিক্রি শুরু হয়েছে। কাউন্টারগুলোতে যাত্রীদের ভিড় লক্ষ করা গেছে। [4, 334, 174, 350]
article-lead-aricha: আরিচা-কাজীরহাট নৌরুটে ফেরি চলাচল স্বাভাবিক রাখতে অতিরিক্ত ব্যবস্থা নেওয়া হয়েছে। [352, 634, 522, 650]
body-text-filler: ▬▬▬ ▬▬ ▬▬▬▬ ▬▬ ▬▬▬ ▬▬▬▬▬ ▬▬ ▬▬▬ ▬▬▬▬ ▬▬ ▬▬▬▬▬ ▬▬▬ ▬▬ ▬▬▬▬ ▬▬▬ ▬▬▬▬ ▬▬ ▬▬▬▬▬ ▬▬ ▬▬▬ ▬▬▬▬ ▬▬▬ ▬▬ ▬▬▬▬▬ ▬▬▬ ▬▬ ▬▬▬▬ ▬▬▬▬ ▬▬ ▬▬▬ ▬▬▬▬ ▬▬ ▬▬▬▬▬ ▬▬▬ ▬▬ ▬▬▬▬ ▬▬▬ ▬▬▬▬ ▬▬ ▬▬▬▬▬ ▬▬ ▬▬▬ ▬▬▬▬ ▬▬▬ ▬▬ ▬▬▬▬▬ ▬▬▬ ▬▬ ▬▬▬▬ ▬▬▬▬ ▬▬ ▬▬▬ ▬▬▬▬ ▬▬ ▬▬▬▬▬ ▬▬▬ ▬▬ ▬▬▬▬ ▬▬▬ ▬▬▬▬ ▬▬ ▬▬▬▬▬ ▬▬ ▬▬▬ ▬▬▬▬ ▬▬▬ ▬▬ ▬▬▬▬▬ ▬▬▬ ▬▬ ▬▬▬▬ ▬▬▬▬ ▬▬ ▬▬▬ ▬▬▬▬ ▬▬ ▬▬▬▬▬ ▬▬▬ ▬▬ ▬▬▬▬ ▬▬▬ ▬▬▬▬ ▬▬ ▬▬▬▬▬ ▬▬ ▬▬▬ ▬▬▬▬ ▬▬▬ ▬▬ ▬▬▬▬▬ ▬▬▬ ▬▬ ▬▬▬▬ ▬▬▬▬ ▬▬ ▬▬▬ ▬▬▬▬ ▬▬ ▬▬▬▬▬ ▬▬▬ ▬▬ ▬▬▬▬ [526, 135, 696, 258]
body-text-filler: ▬▬▬ ▬▬ ▬▬▬▬ ▬▬ ▬▬▬ ▬▬▬▬▬ ▬▬ ▬▬▬ ▬▬▬▬ ▬▬ ▬▬▬▬▬ ▬▬▬ ▬▬ ▬▬▬▬ ▬▬▬ ▬▬▬▬ ▬▬ ▬▬▬▬▬ ▬▬ ▬▬▬ ▬▬▬▬ ▬▬▬ ▬▬ ▬▬▬▬▬ ▬▬▬ ▬▬ ▬▬▬▬ ▬▬▬▬ ▬▬ ▬▬▬ ▬▬▬▬ ▬▬ ▬▬▬▬▬ ▬▬▬ ▬▬ ▬▬▬▬ ▬▬▬ ▬▬▬▬ ▬▬ ▬▬▬▬▬ ▬▬ ▬▬▬ ▬▬▬▬ ▬▬▬ ▬▬ ▬▬▬▬▬ ▬▬▬ ▬▬ ▬▬▬▬ ▬▬▬▬ ▬▬ ▬▬▬ ▬▬▬▬ ▬▬ ▬▬▬▬▬ ▬▬▬ ▬▬ ▬▬▬▬ ▬▬▬ ▬▬▬▬ ▬▬ ▬▬▬▬▬ ▬▬ ▬▬▬ ▬▬▬▬ ▬▬▬ ▬▬ ▬▬▬▬▬ ▬▬▬ ▬▬ ▬▬▬▬ ▬▬▬▬ ▬▬ ▬▬▬ ▬▬▬▬ ▬▬ ▬▬▬▬▬ ▬▬▬ ▬▬ ▬▬▬▬ ▬▬▬ ▬▬▬▬ ▬▬ ▬▬▬▬▬ ▬▬ ▬▬▬ ▬▬▬▬ [178, 32, 348, 130]
column-rule [349, 32, 350, 906]
section-title: খবর [34, 6, 73, 32]
headline-british-king: ব্রিটিশ রাজা ও প্রধানমন্ত্রীর [4, 559, 174, 578]
